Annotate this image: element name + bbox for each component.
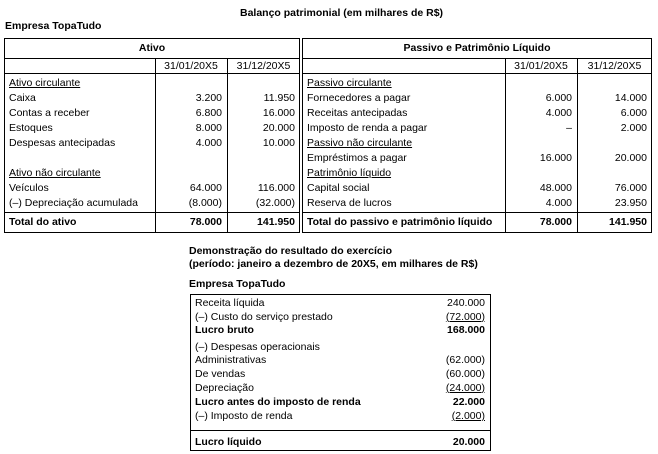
dre-total-value: 20.000 bbox=[452, 436, 485, 448]
passivo-row-label: Empréstimos a pagar bbox=[307, 152, 407, 164]
dre-row-value bbox=[400, 367, 485, 381]
ativo-row-v2 bbox=[227, 151, 295, 166]
dre-row-value-text: (24.000) bbox=[445, 381, 485, 394]
ativo-row-v2: 16.000 bbox=[262, 107, 295, 119]
passivo-row-label: Patrimônio líquido bbox=[307, 167, 392, 179]
dre-row-label: Receita líquida bbox=[195, 297, 265, 309]
dre-row-value bbox=[400, 340, 485, 354]
dre-row-value bbox=[400, 323, 485, 337]
ativo-row-v1: 3.200 bbox=[195, 92, 222, 104]
passivo-col1-header: 31/01/20X5 bbox=[514, 60, 568, 72]
passivo-row-v1: 16.000 bbox=[539, 152, 572, 164]
passivo-row-label: Imposto de renda a pagar bbox=[307, 122, 428, 134]
dre-row-value bbox=[400, 409, 485, 423]
dre-row-label: (–) Imposto de renda bbox=[195, 409, 293, 422]
dre-row-value bbox=[400, 310, 485, 324]
ativo-row-label: Ativo circulante bbox=[9, 77, 81, 89]
passivo-row-v1 bbox=[505, 136, 572, 151]
dre-row-label: Depreciação bbox=[195, 381, 254, 394]
dre-company: Empresa TopaTudo bbox=[189, 278, 286, 290]
passivo-row-v2: 20.000 bbox=[614, 152, 647, 164]
dre-row-value-text: (60.000) bbox=[445, 368, 485, 380]
dre-row-value-text: (62.000) bbox=[445, 354, 485, 367]
dre-row-value-text: 168.000 bbox=[447, 324, 485, 337]
total-passivo-label: Total do passivo e patrimônio líquido bbox=[307, 216, 493, 228]
dre-title-line2: (período: janeiro a dezembro de 20X5, em milhares de R$) bbox=[189, 258, 478, 270]
passivo-row-v2: 2.000 bbox=[620, 122, 647, 134]
passivo-row-label: Passivo não circulante bbox=[307, 137, 413, 149]
ativo-row-v2 bbox=[227, 166, 295, 181]
ativo-col2-header: 31/12/20X5 bbox=[236, 60, 291, 72]
ativo-row-v2 bbox=[227, 76, 295, 91]
passivo-header: Passivo e Patrimônio Líquido bbox=[403, 42, 551, 54]
ativo-row-label: Contas a receber bbox=[9, 107, 90, 119]
passivo-row-v2: 23.950 bbox=[614, 197, 647, 209]
dre-row-value bbox=[400, 395, 485, 409]
dre-row-label: Lucro antes do imposto de renda bbox=[195, 396, 361, 409]
balance-title: Balanço patrimonial (em milhares de R$) bbox=[240, 7, 444, 19]
ativo-row-v2: 20.000 bbox=[262, 122, 295, 134]
ativo-row-v1 bbox=[155, 76, 222, 91]
passivo-row-label: Capital social bbox=[307, 182, 370, 194]
passivo-row-v2: 6.000 bbox=[620, 107, 647, 119]
ativo-row-v2: (32.000) bbox=[255, 197, 295, 209]
dre-row-label: Lucro bruto bbox=[195, 324, 254, 337]
ativo-row-label: Veículos bbox=[9, 182, 49, 194]
dre-title-line1: Demonstração do resultado do exercício bbox=[189, 245, 393, 257]
passivo-row-label: Fornecedores a pagar bbox=[307, 92, 411, 104]
total-passivo-v1: 78.000 bbox=[539, 216, 572, 228]
ativo-row-v1 bbox=[155, 166, 222, 181]
ativo-row-label: Ativo não circulante bbox=[9, 167, 101, 179]
passivo-row-v2 bbox=[577, 136, 647, 151]
ativo-row-v1: 6.800 bbox=[195, 107, 222, 119]
dre-row-value-text: 240.000 bbox=[447, 297, 485, 309]
passivo-row-label: Passivo circulante bbox=[307, 77, 392, 89]
balance-company: Empresa TopaTudo bbox=[5, 20, 102, 32]
ativo-row-label: Estoques bbox=[9, 122, 53, 134]
dre-row-value-text: (72.000) bbox=[445, 310, 485, 323]
dre-row-label: Administrativas bbox=[195, 354, 267, 367]
total-ativo-v1: 78.000 bbox=[189, 216, 222, 228]
passivo-row-v1 bbox=[505, 166, 572, 181]
passivo-row-label: Receitas antecipadas bbox=[307, 107, 408, 119]
ativo-row-v2: 11.950 bbox=[263, 92, 295, 104]
ativo-row-v1: 8.000 bbox=[195, 122, 222, 134]
ativo-row-label: Despesas antecipadas bbox=[9, 137, 116, 149]
ativo-row-label: Caixa bbox=[9, 92, 36, 104]
passivo-row-v2: 76.000 bbox=[614, 182, 647, 194]
passivo-row-v2 bbox=[577, 166, 647, 181]
dre-total-label: Lucro líquido bbox=[195, 436, 262, 448]
dre-row-value-text: (2.000) bbox=[451, 409, 485, 422]
ativo-row-v1: 4.000 bbox=[195, 137, 222, 149]
ativo-row-v1: (8.000) bbox=[188, 197, 222, 209]
passivo-row-v1: 4.000 bbox=[545, 197, 572, 209]
ativo-row-v2: 10.000 bbox=[262, 137, 295, 149]
dre-row-label: (–) Custo do serviço prestado bbox=[195, 310, 333, 323]
total-ativo-label: Total do ativo bbox=[9, 216, 77, 228]
dre-row-label: (–) Despesas operacionais bbox=[195, 340, 320, 353]
dre-row-value-text: 22.000 bbox=[452, 396, 485, 409]
ativo-row-v2: 116.000 bbox=[257, 182, 295, 194]
dre-row-value bbox=[400, 381, 485, 395]
ativo-col1-header: 31/01/20X5 bbox=[164, 60, 218, 72]
dre-row-label: De vendas bbox=[195, 368, 246, 380]
dre-row-value bbox=[400, 353, 485, 367]
ativo-header: Ativo bbox=[138, 42, 166, 54]
ativo-row-v1 bbox=[155, 151, 222, 166]
passivo-row-v2: 14.000 bbox=[614, 92, 647, 104]
total-ativo-v2: 141.950 bbox=[257, 216, 295, 228]
passivo-row-v1 bbox=[505, 76, 572, 91]
ativo-row-label: (–) Depreciação acumulada bbox=[9, 197, 138, 209]
passivo-row-v1: 48.000 bbox=[539, 182, 572, 194]
passivo-row-v1: 6.000 bbox=[545, 92, 572, 104]
passivo-col2-header: 31/12/20X5 bbox=[587, 60, 642, 72]
passivo-row-v1: – bbox=[566, 122, 572, 134]
passivo-row-v2 bbox=[577, 76, 647, 91]
ativo-row-v1: 64.000 bbox=[189, 182, 222, 194]
passivo-row-label: Reserva de lucros bbox=[307, 197, 392, 209]
dre-row-value bbox=[400, 296, 485, 310]
total-passivo-v2: 141.950 bbox=[609, 216, 647, 228]
passivo-row-v1: 4.000 bbox=[545, 107, 572, 119]
